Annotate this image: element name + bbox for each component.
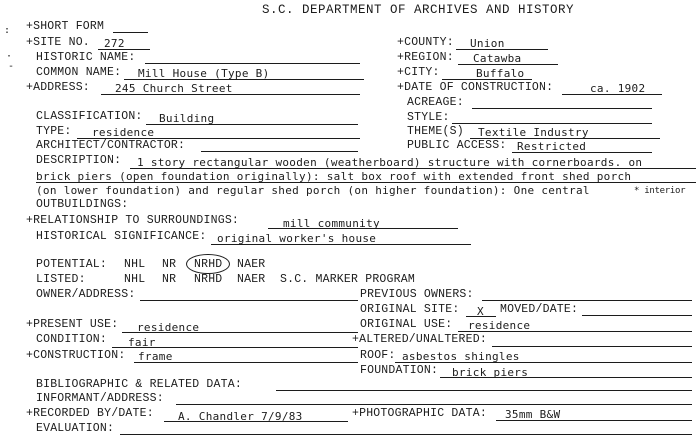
present-use-line: [122, 332, 358, 333]
date-of-construction-label: +DATE OF CONSTRUCTION:: [397, 81, 554, 94]
style-line: [452, 123, 652, 124]
date-of-construction-line: [562, 94, 662, 95]
description-line-2: brick piers (open foundation originally): salt box roof with extended front shed porch: [36, 170, 632, 183]
construction-label: +CONSTRUCTION:: [26, 349, 126, 362]
photographic-label: +PHOTOGRAPHIC DATA:: [352, 407, 487, 420]
public-access-label: PUBLIC ACCESS:: [407, 139, 507, 152]
description-line-1: 1 story rectangular wooden (weatherboard) structure with cornerboards. on: [137, 156, 643, 169]
informant-line: [176, 404, 692, 405]
page-title: S.C. DEPARTMENT OF ARCHIVES AND HISTORY: [262, 3, 575, 17]
relationship-value: mill community: [283, 217, 380, 230]
classification-label: CLASSIFICATION:: [36, 110, 143, 123]
condition-line: [112, 347, 358, 348]
date-of-construction-value: ca. 1902: [590, 82, 646, 95]
county-line: [456, 49, 548, 50]
original-use-line: [458, 331, 692, 332]
type-value: residence: [92, 126, 155, 139]
classification-line: [146, 124, 358, 125]
original-use-value: residence: [468, 319, 531, 332]
roof-label: ROOF:: [360, 349, 396, 362]
acreage-label: ACREAGE:: [407, 96, 464, 109]
evaluation-line: [120, 434, 692, 435]
public-access-value: Restricted: [517, 140, 587, 153]
county-value: Union: [470, 37, 505, 50]
margin-mark: -: [8, 61, 15, 72]
site-no-line: [98, 49, 150, 50]
listed-option-nhl: NHL: [124, 273, 146, 286]
owner-address-line: [140, 300, 358, 301]
region-line: [458, 64, 558, 65]
bibliographic-line: [276, 390, 692, 391]
description-rule-1: [130, 168, 696, 169]
listed-option-nr: NR: [162, 273, 177, 286]
common-name-value: Mill House (Type B): [138, 67, 270, 80]
historical-significance-label: HISTORICAL SIGNIFICANCE:: [36, 230, 207, 243]
potential-option-nhl: NHL: [124, 258, 146, 271]
photographic-value: 35mm B&W: [505, 408, 561, 421]
original-use-label: ORIGINAL USE:: [360, 318, 453, 331]
classification-value: Building: [159, 112, 215, 125]
description-line-3: (on lower foundation) and regular shed porch (on higher foundation): One central: [36, 184, 590, 197]
city-label: +CITY:: [397, 66, 440, 79]
previous-owners-label: PREVIOUS OWNERS:: [360, 288, 474, 301]
themes-value: Textile Industry: [478, 126, 589, 139]
outbuildings-label: OUTBUILDINGS:: [36, 198, 129, 211]
architect-line: [201, 151, 358, 152]
present-use-value: residence: [137, 321, 200, 334]
foundation-value: brick piers: [452, 366, 529, 379]
address-label: +ADDRESS:: [26, 81, 90, 94]
roof-value: asbestos shingles: [402, 350, 520, 363]
short-form-label: +SHORT FORM: [26, 20, 105, 33]
description-overflow: * interior: [634, 186, 686, 196]
city-value: Buffalo: [476, 67, 525, 80]
previous-owners-line: [482, 300, 692, 301]
condition-label: CONDITION:: [36, 333, 108, 346]
listed-option-nrhd: NRHD: [194, 273, 223, 286]
short-form-line: [113, 32, 148, 33]
moved-date-label: MOVED/DATE:: [500, 303, 579, 316]
listed-label: LISTED:: [36, 273, 86, 286]
acreage-line: [472, 108, 652, 109]
foundation-line: [440, 377, 692, 378]
architect-label: ARCHITECT/CONTRACTOR:: [36, 139, 186, 152]
historical-significance-value: original worker's house: [217, 232, 377, 245]
recorded-by-label: +RECORDED BY/DATE:: [26, 407, 154, 420]
margin-mark: :: [4, 25, 11, 36]
listed-option-marker: S.C. MARKER PROGRAM: [280, 273, 415, 286]
region-label: +REGION:: [397, 51, 454, 64]
potential-option-naer: NAER: [237, 258, 266, 271]
public-access-line: [512, 152, 652, 153]
potential-option-nrhd: NRHD: [194, 258, 223, 271]
address-value: 245 Church Street: [115, 82, 233, 95]
owner-address-label: OWNER/ADDRESS:: [36, 288, 136, 301]
region-value: Catawba: [473, 52, 522, 65]
roof-line: [395, 362, 692, 363]
site-no-value: 272: [104, 37, 125, 50]
potential-nrhd-circle: [186, 254, 230, 274]
historical-significance-line: [211, 244, 471, 245]
historic-name-label: HISTORIC NAME:: [36, 51, 136, 64]
margin-mark: ·: [6, 51, 13, 62]
foundation-label: FOUNDATION:: [360, 364, 439, 377]
relationship-label: +RELATIONSHIP TO SURROUNDINGS:: [26, 214, 240, 227]
type-label: TYPE:: [36, 125, 72, 138]
historic-name-line: [145, 63, 360, 64]
original-site-label: ORIGINAL SITE:: [360, 303, 460, 316]
bibliographic-label: BIBLIOGRAPHIC & RELATED DATA:: [36, 378, 242, 391]
original-site-line: [466, 316, 496, 317]
city-line: [442, 79, 532, 80]
construction-line: [134, 362, 358, 363]
photographic-line: [496, 420, 692, 421]
original-site-value: X: [477, 305, 484, 318]
themes-label: THEME(S): [407, 125, 464, 138]
site-no-label: +SITE NO.: [26, 36, 90, 49]
construction-value: frame: [138, 350, 173, 363]
description-rule-2: [36, 182, 696, 183]
style-label: STYLE:: [407, 111, 450, 124]
potential-option-nr: NR: [162, 258, 177, 271]
description-label: DESCRIPTION:: [36, 154, 122, 167]
informant-label: INFORMANT/ADDRESS:: [36, 392, 164, 405]
county-label: +COUNTY:: [397, 36, 454, 49]
listed-option-naer: NAER: [237, 273, 266, 286]
potential-label: POTENTIAL:: [36, 258, 108, 271]
altered-line: [492, 346, 692, 347]
recorded-by-value: A. Chandler 7/9/83: [178, 410, 303, 423]
moved-date-line: [582, 315, 692, 316]
present-use-label: +PRESENT USE:: [26, 318, 119, 331]
common-name-line: [124, 79, 364, 80]
condition-value: fair: [128, 336, 156, 349]
altered-label: +ALTERED/UNALTERED:: [352, 333, 487, 346]
evaluation-label: EVALUATION:: [36, 422, 115, 435]
recorded-by-line: [164, 421, 348, 422]
common-name-label: COMMON NAME:: [36, 66, 122, 79]
relationship-line: [268, 228, 458, 229]
address-line: [101, 94, 360, 95]
